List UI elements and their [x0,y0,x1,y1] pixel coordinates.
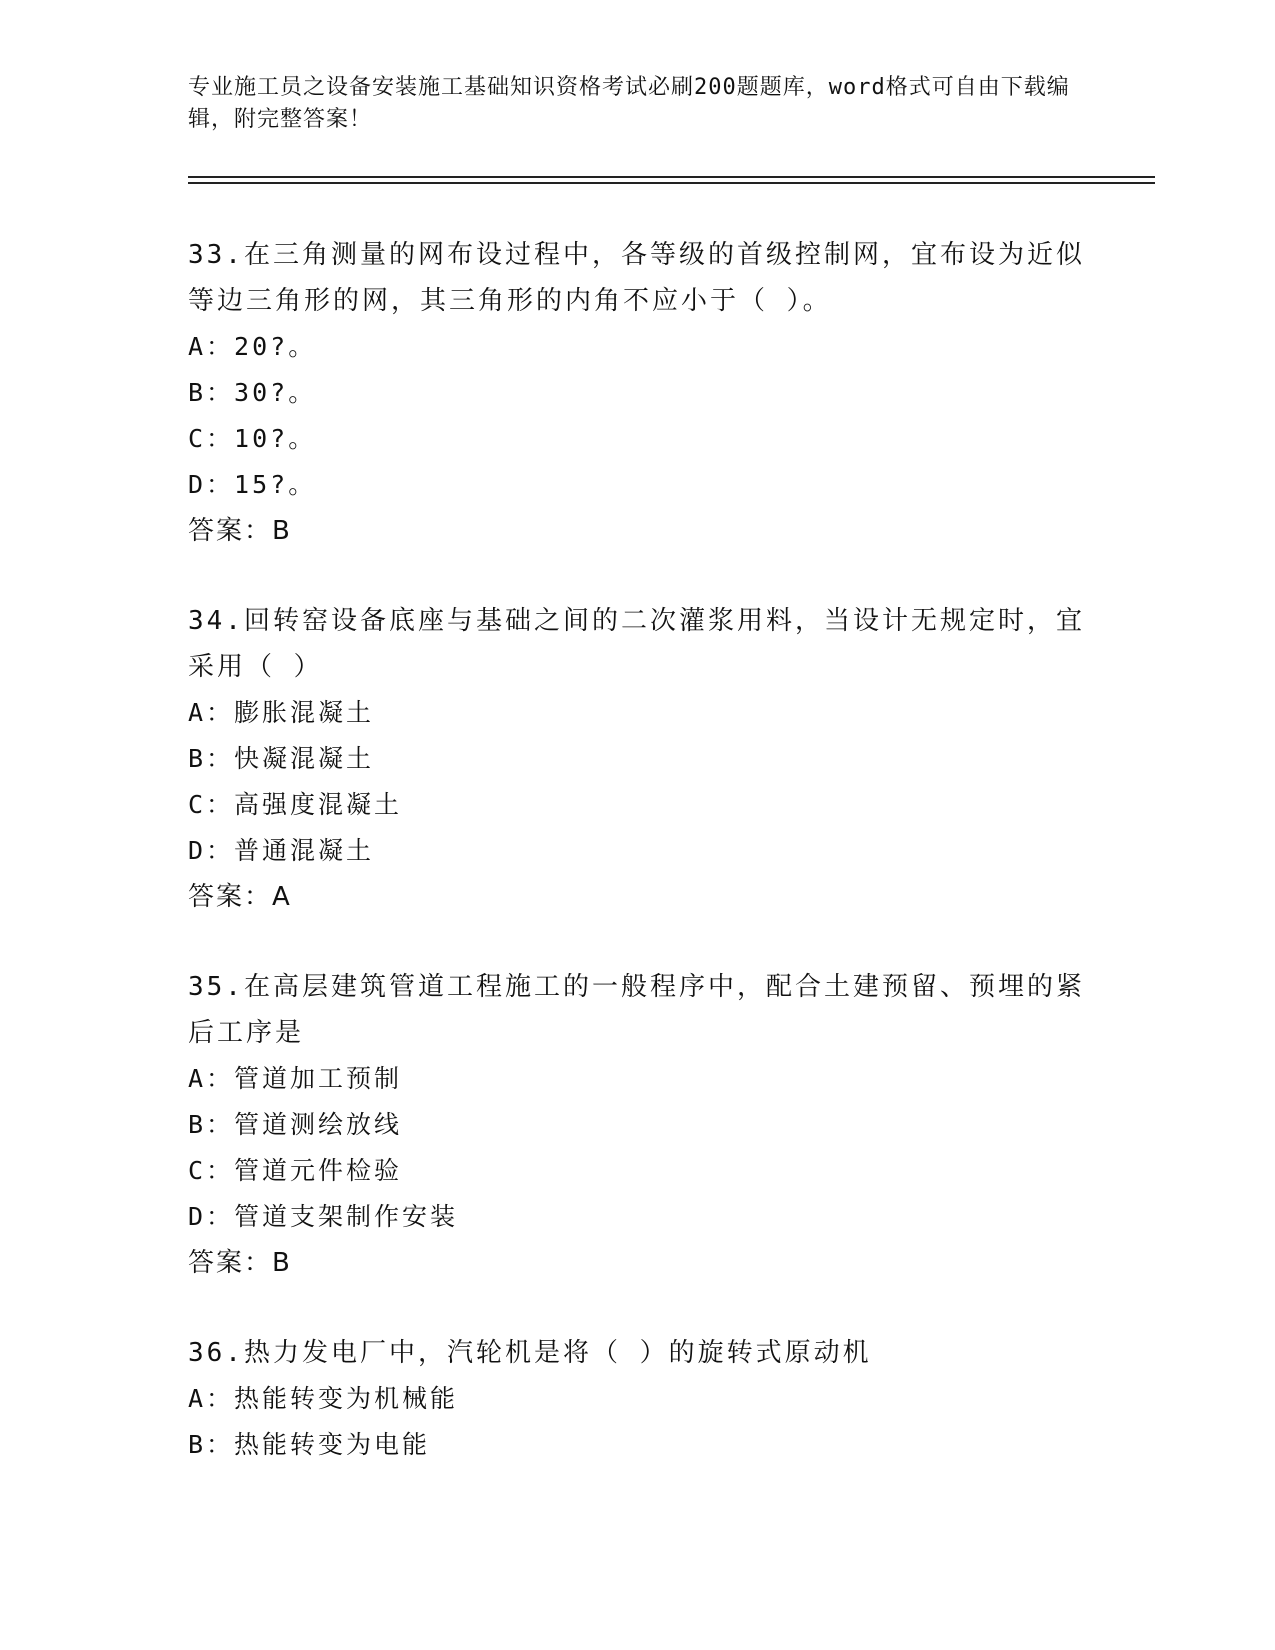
option-c: C：10?。 [188,424,317,453]
document-header [188,72,1088,136]
answer-text: 答案：A [188,882,292,912]
question-36 [188,1330,1088,1468]
question-stem: 35.在高层建筑管道工程施工的一般程序中，配合土建预留、预埋的紧后工序是 [188,972,1085,1048]
option-d: D：15?。 [188,470,317,499]
option-c: C：高强度混凝土 [188,790,403,819]
option-c: C：管道元件检验 [188,1156,403,1185]
option-b: B：管道测绘放线 [188,1110,403,1139]
question-stem: 36.热力发电厂中，汽轮机是将（ ）的旋转式原动机 [188,1338,872,1368]
option-d: D：普通混凝土 [188,836,375,865]
option-b: B：热能转变为电能 [188,1430,431,1459]
option-a: A：管道加工预制 [188,1064,403,1093]
header-rule-top [188,176,1155,178]
option-list [188,324,1088,508]
question-stem: 33.在三角测量的网布设过程中，各等级的首级控制网，宜布设为近似等边三角形的网，其三角形的内角不应小于（ ）。 [188,240,1085,316]
question-34 [188,598,1088,920]
option-a: A：20?。 [188,332,317,361]
option-list [188,1376,1088,1468]
option-list [188,1056,1088,1240]
header-rule-bottom [188,182,1155,184]
answer-text: 答案：B [188,1248,292,1278]
answer-text: 答案：B [188,516,292,546]
option-a: A：热能转变为机械能 [188,1384,459,1413]
header-text: 专业施工员之设备安装施工基础知识资格考试必刷200题题库，word格式可自由下载编辑，附完整答案！ [188,75,1070,132]
option-b: B：快凝混凝土 [188,744,375,773]
option-b: B：30?。 [188,378,317,407]
question-stem: 34.回转窑设备底座与基础之间的二次灌浆用料，当设计无规定时，宜采用（ ） [188,606,1085,682]
question-35 [188,964,1088,1286]
option-list [188,690,1088,874]
question-33 [188,232,1088,554]
option-d: D：管道支架制作安装 [188,1202,459,1231]
option-a: A：膨胀混凝土 [188,698,375,727]
